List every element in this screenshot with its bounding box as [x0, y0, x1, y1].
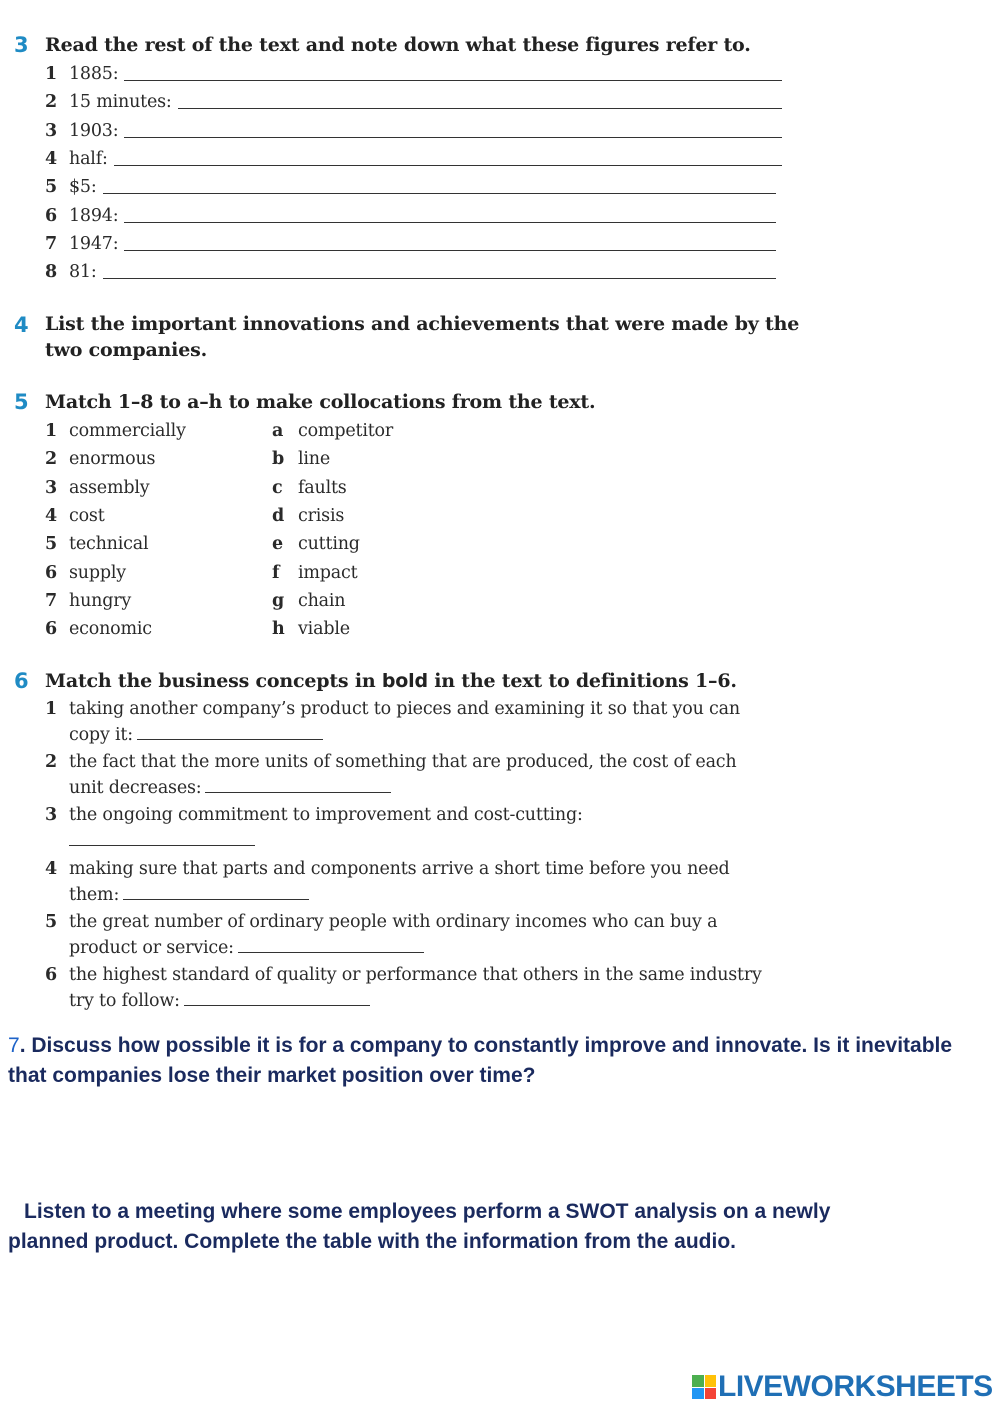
item-number: 2 [45, 449, 57, 470]
definition-line1: the highest standard of quality or performance that others in the same industry [69, 965, 762, 985]
item-letter: f [272, 562, 280, 583]
item-number: 4 [45, 148, 57, 169]
item-number: 1 [45, 64, 57, 84]
item-word: viable [298, 619, 350, 640]
item-word: crisis [298, 505, 345, 526]
collocation-left-item [45, 446, 155, 472]
definition-line2: product or service: [69, 937, 234, 958]
item-word: chain [298, 590, 346, 611]
exercise-4-heading-line1: List the important innovations and achievements that were made by the [45, 313, 800, 335]
item-letter: h [272, 619, 285, 640]
item-number: 3 [45, 805, 57, 825]
exercise-7 [8, 1031, 988, 1091]
collocation-left-item [45, 531, 148, 557]
item-word: cost [69, 505, 105, 526]
item-letter: g [272, 590, 285, 611]
exercise-3-item [45, 61, 118, 87]
item-number: 4 [45, 505, 57, 526]
answer-blank[interactable] [137, 725, 323, 740]
definition-line2: copy it: [69, 724, 133, 745]
definition-item [45, 697, 805, 748]
listening-task [8, 1197, 988, 1257]
item-number: 3 [45, 477, 57, 498]
item-word: technical [69, 534, 149, 555]
item-label: 81: [69, 262, 97, 283]
answer-blank[interactable] [238, 938, 424, 953]
definition-line1: the great number of ordinary people with ordinary incomes who can buy a [69, 912, 718, 932]
item-letter: d [272, 505, 285, 526]
answer-blank[interactable] [184, 991, 370, 1006]
exercise-5-heading: Match 1–8 to a–h to make collocations from the text. [45, 391, 596, 413]
listening-task-line1: Listen to a meeting where some employees perform a SWOT analysis on a newly [24, 1200, 831, 1223]
listening-task-line2: planned product. Complete the table with the information from the audio. [8, 1230, 737, 1253]
answer-blank[interactable] [103, 278, 776, 279]
item-number: 5 [45, 912, 57, 932]
item-letter: e [272, 534, 283, 555]
item-number: 6 [45, 562, 57, 583]
exercise-3-item [45, 118, 118, 144]
item-number: 6 [45, 619, 57, 640]
item-word: competitor [298, 421, 394, 441]
collocation-right-item [272, 503, 344, 529]
exercise-6-heading-pre: Match the business concepts in [45, 670, 382, 692]
answer-blank[interactable] [124, 222, 776, 223]
answer-blank[interactable] [103, 193, 776, 194]
item-number: 6 [45, 965, 57, 985]
item-label: 1885: [69, 64, 119, 84]
collocation-right-item [272, 616, 350, 642]
exercise-3-item [45, 231, 118, 257]
exercise-4-heading-line2: two companies. [45, 339, 207, 361]
liveworksheets-logo-icon [692, 1375, 716, 1399]
definition-item [45, 750, 805, 801]
exercise-7-number: 7 [8, 1034, 20, 1057]
item-letter: a [272, 421, 284, 441]
item-word: line [298, 449, 331, 470]
collocation-left-item [45, 418, 186, 444]
item-number: 2 [45, 752, 57, 772]
definition-line1: making sure that parts and components arrive a short time before you need [69, 859, 730, 879]
item-label: 15 minutes: [69, 92, 172, 113]
collocation-right-item [272, 446, 330, 472]
item-number: 6 [45, 205, 57, 226]
liveworksheets-logo-text: LIVEWORKSHEETS [718, 1370, 993, 1403]
exercise-4-number: 4 [14, 313, 29, 337]
item-word: supply [69, 562, 126, 583]
item-word: hungry [69, 590, 132, 611]
item-number: 7 [45, 233, 57, 254]
item-label: 1903: [69, 120, 119, 141]
exercise-3-item [45, 174, 97, 200]
item-number: 4 [45, 859, 57, 879]
item-word: cutting [298, 534, 360, 555]
item-word: economic [69, 619, 152, 640]
answer-blank[interactable] [124, 80, 782, 81]
definition-line1: the fact that the more units of something that are produced, the cost of each [69, 752, 737, 772]
item-label: $5: [69, 177, 97, 198]
answer-blank[interactable] [123, 885, 309, 900]
answer-blank[interactable] [205, 778, 391, 793]
collocation-left-item [45, 588, 131, 614]
exercise-3-item [45, 203, 118, 229]
item-label: half: [69, 148, 108, 169]
exercise-3-item [45, 146, 108, 172]
exercise-7-text-line2: that companies lose their market position over time? [8, 1064, 536, 1087]
item-letter: b [272, 449, 285, 470]
item-word: impact [298, 562, 358, 583]
item-word: faults [298, 477, 347, 498]
answer-blank[interactable] [69, 831, 255, 846]
exercise-3-heading: Read the rest of the text and note down what these figures refer to. [45, 34, 751, 56]
collocation-right-item [272, 560, 357, 586]
definition-item [45, 857, 805, 908]
definition-line1: the ongoing commitment to improvement and cost-cutting: [69, 805, 583, 825]
exercise-6-heading-bold: bold [381, 670, 428, 692]
definition-line1: taking another company’s product to pieces and examining it so that you can [69, 699, 740, 719]
exercise-6-heading [45, 668, 737, 694]
item-number: 7 [45, 590, 57, 611]
exercise-3-item [45, 259, 97, 285]
exercise-3-number: 3 [14, 33, 29, 57]
item-number: 2 [45, 92, 57, 113]
item-number: 5 [45, 534, 57, 555]
collocation-left-item [45, 560, 126, 586]
collocation-left-item [45, 475, 149, 501]
answer-blank[interactable] [114, 165, 782, 166]
exercise-7-text-line1: . Discuss how possible it is for a company to constantly improve and innovate. Is it inevitable [19, 1034, 953, 1057]
item-label: 1947: [69, 233, 119, 254]
item-word: assembly [69, 477, 150, 498]
definition-item [45, 803, 805, 854]
collocation-right-item [272, 418, 393, 444]
item-letter: c [272, 477, 283, 498]
item-number: 5 [45, 177, 57, 198]
collocation-left-item [45, 616, 152, 642]
exercise-6-number: 6 [14, 669, 29, 693]
definition-item [45, 963, 805, 1014]
item-label: 1894: [69, 205, 119, 226]
answer-blank[interactable] [178, 108, 782, 109]
definition-item [45, 910, 805, 961]
liveworksheets-logo [692, 1370, 993, 1404]
item-word: commercially [69, 421, 186, 441]
definition-line2: them: [69, 884, 120, 905]
item-number: 1 [45, 421, 57, 441]
item-number: 3 [45, 120, 57, 141]
collocation-right-item [272, 588, 345, 614]
collocation-right-item [272, 531, 360, 557]
exercise-5-number: 5 [14, 390, 29, 414]
answer-blank[interactable] [124, 137, 782, 138]
exercise-6-heading-post: in the text to definitions 1–6. [427, 670, 737, 692]
item-number: 1 [45, 699, 57, 719]
definition-line2: unit decreases: [69, 777, 202, 798]
collocation-left-item [45, 503, 105, 529]
item-number: 8 [45, 262, 57, 283]
collocation-right-item [272, 475, 347, 501]
definition-line2: try to follow: [69, 990, 180, 1011]
exercise-3-item [45, 89, 172, 115]
item-word: enormous [69, 449, 156, 470]
answer-blank[interactable] [124, 250, 776, 251]
